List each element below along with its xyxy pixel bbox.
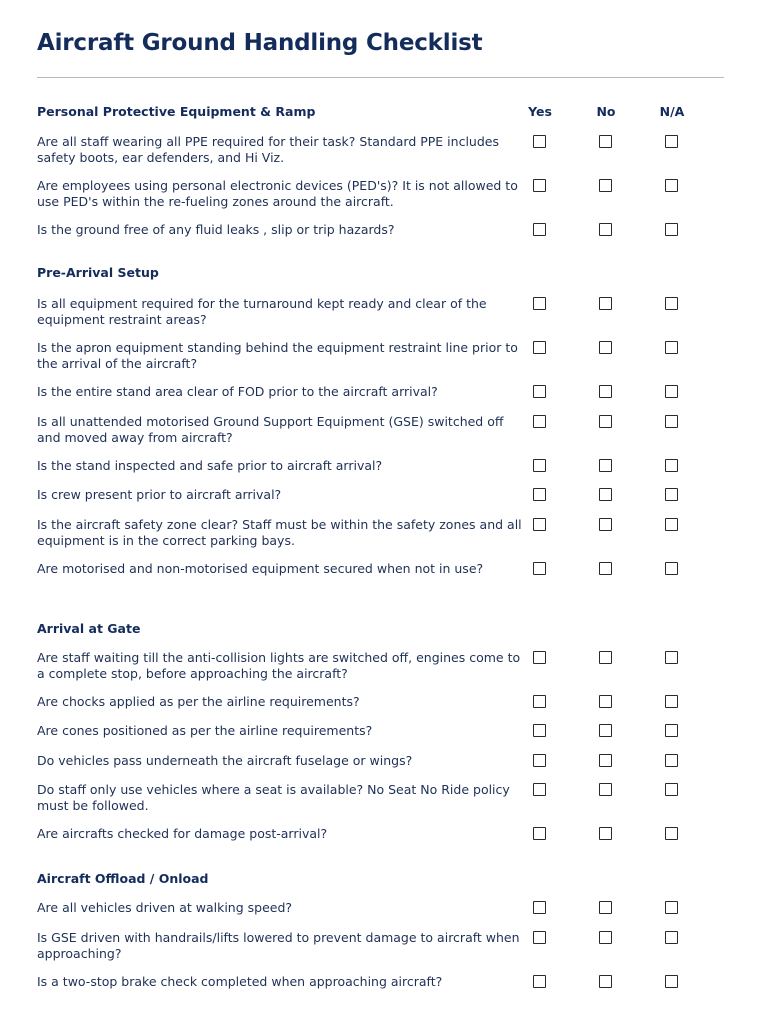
checkbox-no[interactable] [599,385,612,398]
checkbox-yes[interactable] [533,931,546,944]
checkbox-no[interactable] [599,975,612,988]
checkbox-yes[interactable] [533,783,546,796]
checkbox-yes[interactable] [533,223,546,236]
checkbox-na[interactable] [665,975,678,988]
checkbox-no[interactable] [599,341,612,354]
checkbox-no[interactable] [599,827,612,840]
checkbox-yes[interactable] [533,651,546,664]
title-divider [37,77,724,78]
checkbox-yes[interactable] [533,135,546,148]
question-text: Are all staff wearing all PPE required for their task? Standard PPE includes safety boots, ear defenders, and Hi Viz. [37,134,499,165]
checkbox-yes[interactable] [533,179,546,192]
checkbox-no[interactable] [599,562,612,575]
question-text: Are chocks applied as per the airline requirements? [37,694,360,709]
question-text: Are cones positioned as per the airline requirements? [37,723,373,738]
checkbox-na[interactable] [665,651,678,664]
checkbox-yes[interactable] [533,341,546,354]
checkbox-yes[interactable] [533,459,546,472]
question-text: Are motorised and non-motorised equipment secured when not in use? [37,561,484,576]
checkbox-na[interactable] [665,931,678,944]
checkbox-yes[interactable] [533,724,546,737]
question-text: Is all equipment required for the turnaround kept ready and clear of the equipment restraint areas? [37,296,487,327]
checkbox-yes[interactable] [533,562,546,575]
checkbox-yes[interactable] [533,415,546,428]
checkbox-yes[interactable] [533,488,546,501]
checkbox-na[interactable] [665,223,678,236]
question-text: Is the ground free of any fluid leaks , slip or trip hazards? [37,222,395,237]
checkbox-na[interactable] [665,179,678,192]
checkbox-no[interactable] [599,459,612,472]
question-text: Is a two-stop brake check completed when approaching aircraft? [37,974,443,989]
checkbox-na[interactable] [665,783,678,796]
page-title: Aircraft Ground Handling Checklist [37,30,483,56]
checkbox-yes[interactable] [533,385,546,398]
column-header-na: N/A [659,104,685,119]
question-text: Do staff only use vehicles where a seat is available? No Seat No Ride policy must be followed. [37,782,510,813]
question-text: Are employees using personal electronic devices (PED's)? It is not allowed to use PED's within the re-fueling zones around the aircraft. [37,178,518,209]
checkbox-yes[interactable] [533,754,546,767]
question-text: Is crew present prior to aircraft arrival? [37,487,282,502]
question-text: Is the aircraft safety zone clear? Staff must be within the safety zones and all equipment is in the correct parking bays. [37,517,522,548]
checkbox-no[interactable] [599,297,612,310]
checkbox-yes[interactable] [533,518,546,531]
checkbox-no[interactable] [599,518,612,531]
question-text: Is GSE driven with handrails/lifts lowered to prevent damage to aircraft when approaching? [37,930,520,961]
checkbox-na[interactable] [665,385,678,398]
checkbox-yes[interactable] [533,975,546,988]
question-text: Are aircrafts checked for damage post-arrival? [37,826,328,841]
column-header-yes: Yes [528,104,552,119]
checkbox-na[interactable] [665,754,678,767]
checkbox-yes[interactable] [533,901,546,914]
section-title-personal-protective-equipment-ramp: Personal Protective Equipment & Ramp [37,104,316,119]
checkbox-no[interactable] [599,223,612,236]
checkbox-no[interactable] [599,754,612,767]
checkbox-na[interactable] [665,297,678,310]
checkbox-na[interactable] [665,724,678,737]
checkbox-no[interactable] [599,179,612,192]
question-text: Are all vehicles driven at walking speed? [37,900,293,915]
checkbox-na[interactable] [665,415,678,428]
checkbox-no[interactable] [599,651,612,664]
question-text: Do vehicles pass underneath the aircraft fuselage or wings? [37,753,413,768]
question-text: Is the entire stand area clear of FOD prior to the aircraft arrival? [37,384,438,399]
checkbox-na[interactable] [665,827,678,840]
question-text: Is all unattended motorised Ground Support Equipment (GSE) switched off and moved away from aircraft? [37,414,504,445]
checkbox-no[interactable] [599,931,612,944]
checkbox-na[interactable] [665,901,678,914]
checkbox-na[interactable] [665,135,678,148]
checkbox-na[interactable] [665,695,678,708]
checkbox-no[interactable] [599,695,612,708]
checkbox-no[interactable] [599,135,612,148]
checkbox-na[interactable] [665,518,678,531]
checkbox-yes[interactable] [533,827,546,840]
checkbox-no[interactable] [599,415,612,428]
checkbox-na[interactable] [665,488,678,501]
checkbox-no[interactable] [599,724,612,737]
section-title-arrival-at-gate: Arrival at Gate [37,621,141,636]
question-text: Is the stand inspected and safe prior to aircraft arrival? [37,458,383,473]
section-title-pre-arrival-setup: Pre-Arrival Setup [37,265,159,280]
checkbox-no[interactable] [599,901,612,914]
checkbox-na[interactable] [665,459,678,472]
checkbox-no[interactable] [599,783,612,796]
question-text: Are staff waiting till the anti-collision lights are switched off, engines come to a complete stop, before approaching the aircraft? [37,650,521,681]
checkbox-na[interactable] [665,562,678,575]
section-title-aircraft-offload-onload: Aircraft Offload / Onload [37,871,209,886]
checkbox-no[interactable] [599,488,612,501]
question-text: Is the apron equipment standing behind the equipment restraint line prior to the arrival of the aircraft? [37,340,518,371]
checkbox-na[interactable] [665,341,678,354]
checkbox-yes[interactable] [533,297,546,310]
checkbox-yes[interactable] [533,695,546,708]
column-header-no: No [596,104,616,119]
